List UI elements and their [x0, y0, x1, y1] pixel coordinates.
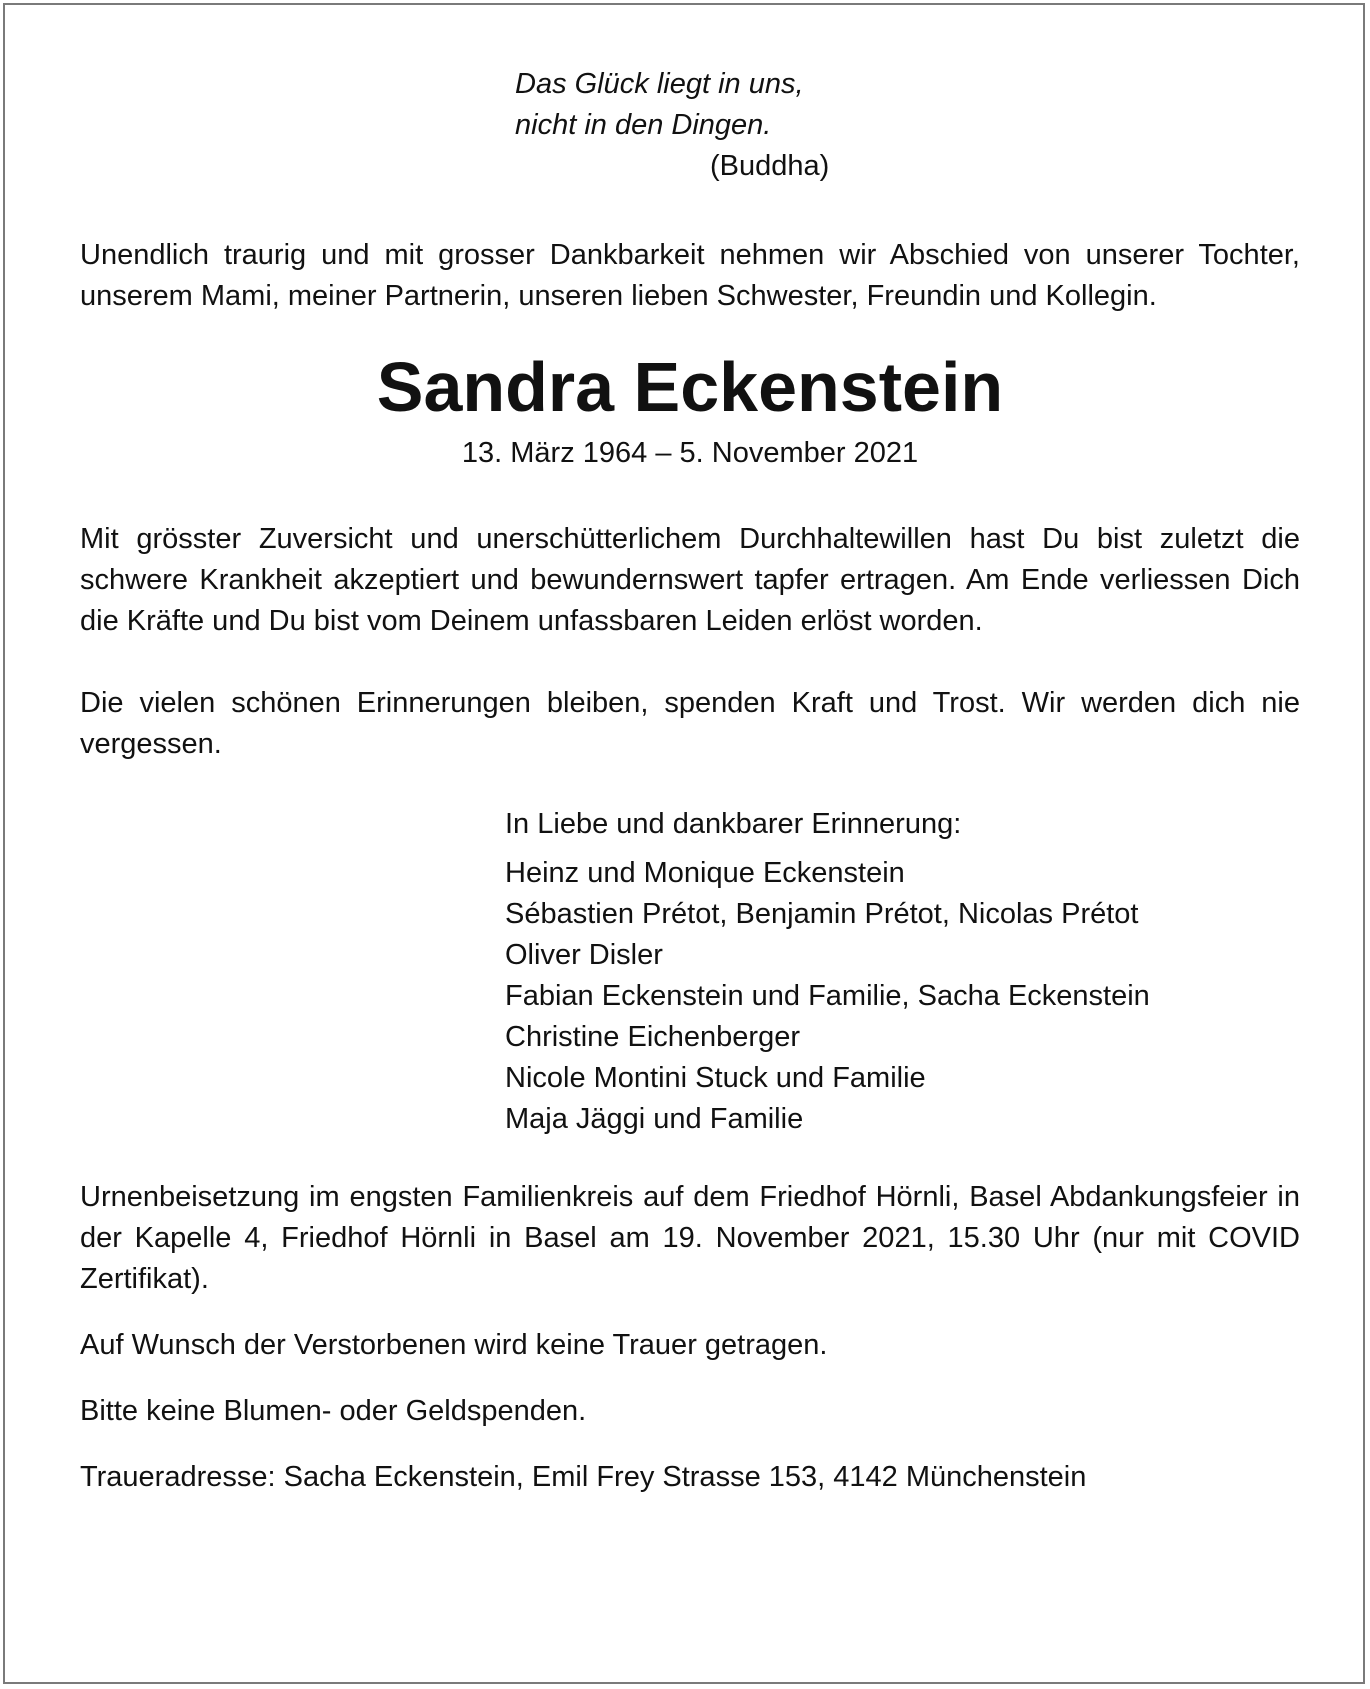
- mourning-address: Traueradresse: Sacha Eckenstein, Emil Frey Strasse 153, 4142 Münchenstein: [80, 1461, 1087, 1493]
- memories-paragraph: Die vielen schönen Erinnerungen bleiben, spenden Kraft und Trost. Wir werden dich nie vergessen.: [80, 687, 1300, 760]
- mourner-name: Maja Jäggi und Familie: [505, 1103, 804, 1135]
- quote-author: (Buddha): [710, 150, 830, 182]
- mourner-name: Fabian Eckenstein und Familie, Sacha Eckenstein: [505, 980, 1150, 1012]
- mourner-name: Christine Eichenberger: [505, 1021, 800, 1053]
- notices: [80, 1177, 1300, 1498]
- obituary-content: [80, 64, 1300, 1498]
- obituary-frame: [3, 3, 1365, 1684]
- mourning-notice: Auf Wunsch der Verstorbenen wird keine Trauer getragen.: [80, 1329, 828, 1361]
- mourner-name: Nicole Montini Stuck und Familie: [505, 1062, 926, 1094]
- mourners-intro: In Liebe und dankbarer Erinnerung:: [505, 808, 962, 840]
- life-dates: 13. März 1964 – 5. November 2021: [461, 437, 919, 469]
- deceased-name: Sandra Eckenstein: [376, 348, 1004, 426]
- quote-line-2: nicht in den Dingen.: [515, 109, 772, 141]
- ceremony-notice: Urnenbeisetzung im engsten Familienkreis auf dem Friedhof Hörnli, Basel Abdankungsfeier in der Kapelle 4, Friedhof Hörnli in Basel am 19. November 2021, 15.30 Uhr (nur mit COVID Zertifikat).: [80, 1181, 1300, 1295]
- tribute-paragraph: Mit grösster Zuversicht und unerschütterlichem Durchhaltewillen hast Du bist zuletzt die schwere Krankheit akzeptiert und bewundernswert tapfer ertragen. Am Ende verliessen Dich die Kräfte und Du bist vom Deinem unfassbaren Leiden erlöst worden.: [80, 523, 1300, 637]
- intro-paragraph: Unendlich traurig und mit grosser Dankbarkeit nehmen wir Abschied von unserer Tochter, unserem Mami, meiner Partnerin, unseren lieben Schwester, Freundin und Kollegin.: [80, 239, 1300, 312]
- mourner-name: Heinz und Monique Eckenstein: [505, 857, 905, 889]
- donations-notice: Bitte keine Blumen- oder Geldspenden.: [80, 1395, 587, 1427]
- mourners-block: [505, 804, 1300, 1140]
- mourners-list: [505, 853, 1300, 1140]
- quote: [515, 64, 875, 187]
- quote-line-1: Das Glück liegt in uns,: [515, 68, 804, 100]
- mourner-name: Sébastien Prétot, Benjamin Prétot, Nicolas Prétot: [505, 898, 1139, 930]
- mourner-name: Oliver Disler: [505, 939, 663, 971]
